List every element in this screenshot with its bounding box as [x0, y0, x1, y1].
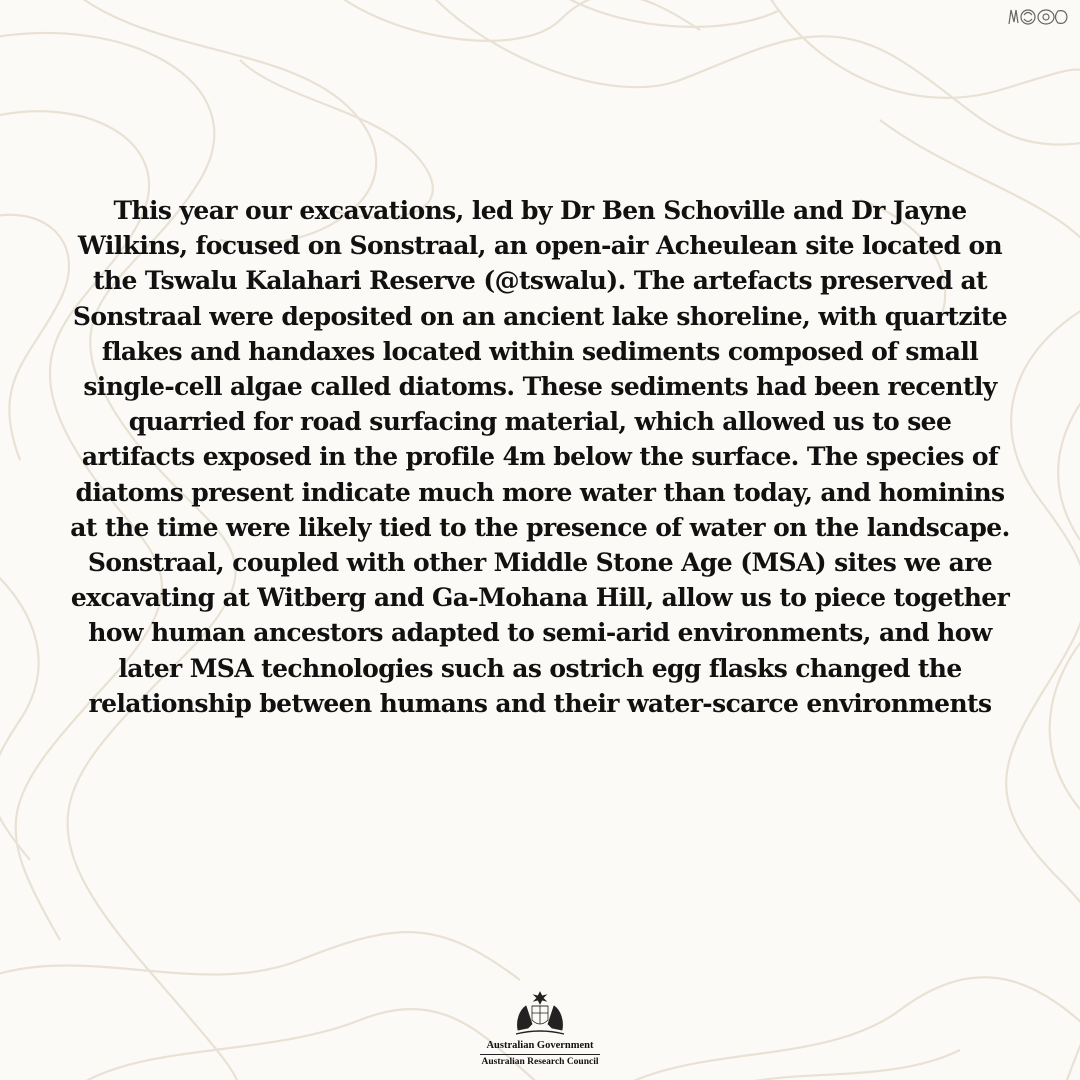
- logo-government-text: Australian Government: [486, 1040, 594, 1051]
- australian-government-logo: [478, 990, 602, 1074]
- coat-of-arms-icon: [510, 990, 570, 1038]
- logo-council-text: Australian Research Council: [481, 1057, 599, 1067]
- hand-drawn-emblem-icon: [1006, 6, 1070, 28]
- post-body-text: This year our excavations, led by Dr Ben Schoville and Dr Jayne Wilkins, focused on Sonstraal, an open-air Acheulean site located on the Tswalu Kalahari Reserve (@tswalu). The artefacts preserved at Sonstraal were deposited on an ancient lake shoreline, with quartzite flakes and handaxes located within sediments composed of small single-cell algae called diatoms. These sediments had been recently quarried for road surfacing material, which allowed us to see artifacts exposed in the profile 4m below the surface. The species of diatoms present indicate much more water than today, and hominins at the time were likely tied to the presence of water on the landscape. Sonstraal, coupled with other Middle Stone Age (MSA) sites we are excavating at Witberg and Ga-Mohana Hill, allow us to piece together how human ancestors adapted to semi-arid environments, and how later MSA technologies such as ostrich egg flasks changed the relationship between humans and their water-scarce environments: [70, 196, 1010, 718]
- logo-divider: [480, 1054, 600, 1055]
